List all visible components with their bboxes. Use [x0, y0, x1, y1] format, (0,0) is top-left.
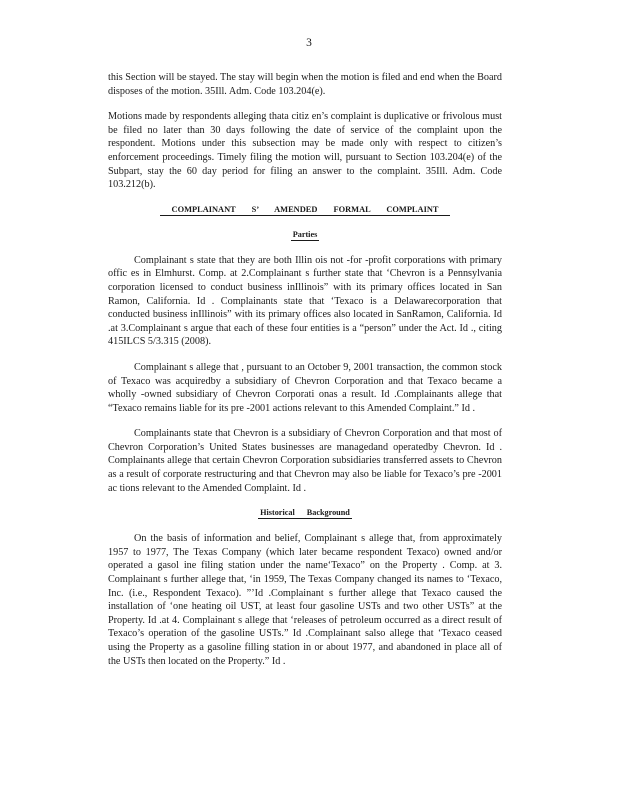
subheading-parties: [108, 229, 502, 240]
paragraph-parties-3: Complainants state that Chevron is a subsidiary of Chevron Corporation and that most of Chevron Corporation’s United States businesses are managedand operatedby Chevron. Id . Complainants allege that certain Chevron Corporation subsidiaries transferred assets to Chevron as a result of corporate restructuring and that Chevron may also be liable for Texaco’s pre -2001 ac tions relevant to the Amended Complaint. Id .: [108, 428, 502, 494]
paragraph-parties-2: Complainant s allege that , pursuant to an October 9, 2001 transaction, the common stock of Texaco was acquiredby a subsidiary of Chevron Corporation and that Texaco became a wholly -owned subsidiary of Chevron Corporati onas a result. Id .Complainants allege that “Texaco remains liable for its pre -2001 actions relevant to this Amended Complaint.” Id .: [108, 361, 502, 414]
subheading-historical-background-text: Historical Background: [260, 508, 350, 518]
paragraph-stay: this Section will be stayed. The stay will begin when the motion is filed and end when the Board disposes of the motion. 35Ill. Adm. Code 103.204(e).: [108, 72, 502, 97]
page-number: 3: [306, 37, 312, 49]
subheading-parties-text: Parties: [292, 229, 318, 239]
section-heading-amended-complaint: [108, 204, 502, 215]
paragraph-history: On the basis of information and belief, Complainant s allege that, from approximately 1957 to 1977, The Texas Company (which later became respondent Texaco) owned and/or operated a gasol ine filing station under the name‘Texaco” on the Property . Comp. at 3. Complainant s further allege that, ‘in 1959, The Texas Company changed its names to ‘Texaco, Inc. (i.e., Respondent Texaco). ”’Id .Complainant s further allege that Texaco caused the installation of ‘one heating oil UST, at least four gasoline USTs and two other USTs” at the Property. Id .at 4. Complainant s allege that ‘releases of petroleum occurred as a direct result of Texaco’s operation of the gasoline USTs.” Id .Complainant salso allege that ‘Texaco ceased using the Property as a gasoline filling station in or about 1977, and abandoned in place all of the USTs then located on the Property.” Id .: [108, 533, 502, 667]
paragraph-parties-1: Complainant s state that they are both Illin ois not -for -profit corporations with primary offic es in Elmhurst. Comp. at 2.Complainant s further state that ‘Chevron is a Pennsylvania corporation licensed to conduct business inIllinois” with its primary offices located in San Ramon, California. Id . Complainants state that ‘Texaco is a Delawarecorporation that conducted business inIllinois” with its primary offices also located in SanRamon, California. Id .at 3.Complainant s argue that each of these four entities is a “person” under the Act. Id ., citing 415ILCS 5/3.315 (2008).: [108, 254, 502, 348]
subheading-historical-background: [108, 507, 502, 518]
section-heading-amended-complaint-text: COMPLAINANT S’ AMENDED FORMAL COMPLAINT: [160, 205, 451, 216]
paragraph-motions: Motions made by respondents alleging thata citiz en’s complaint is duplicative or frivolous must be filed no later than 30 days following the date of service of the complaint upon the respondent. Motions under this subsection may be made only with respect to citizen’s enforcement proceedings. Timely filing the motion will, pursuant to Section 103.204(e) of the Subpart, stay the 60 day period for filing an answer to the complaint. 35Ill. Adm. Code 103.212(b).: [108, 111, 502, 191]
document-body: [108, 71, 502, 680]
